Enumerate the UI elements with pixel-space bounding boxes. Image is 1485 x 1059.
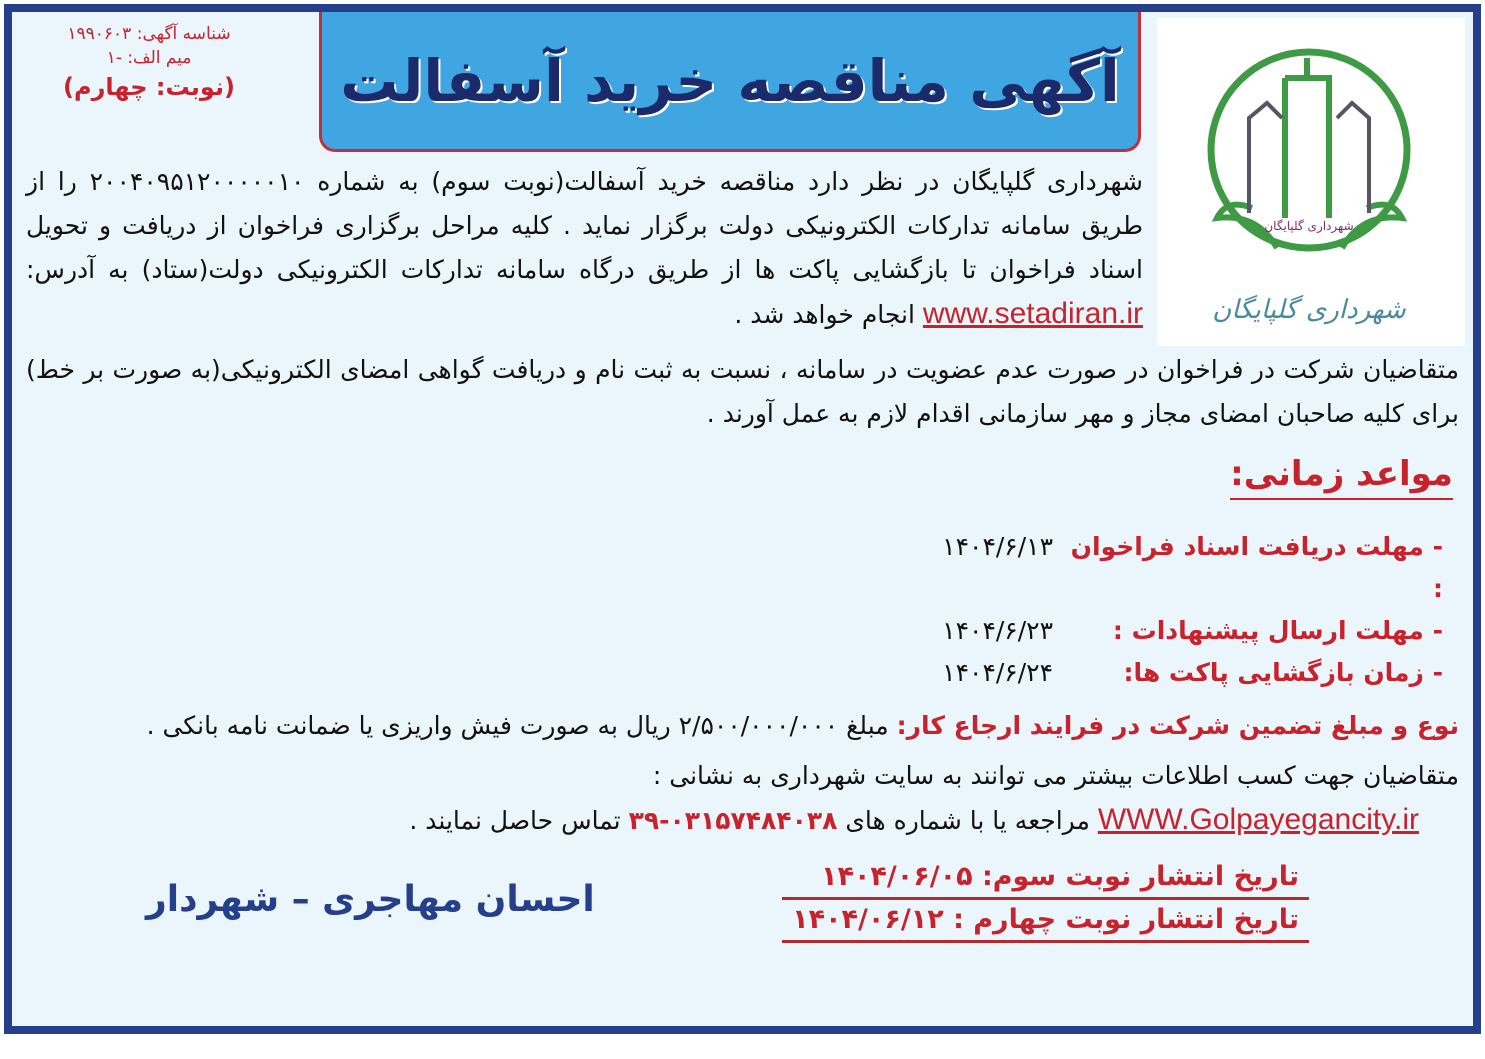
intro-text: شهرداری گلپایگان در نظر دارد مناقصه خرید آسفالت(نوبت سوم) به شماره ۲۰۰۴۰۹۵۱۲۰۰۰۰۰۱۰ را از طریق سامانه تدارکات الکترونیکی دولت برگزار نماید . کلیه مراحل برگزاری فراخوان از دریافت و تحویل اسناد فراخوان تا بازگشایی پاکت ها از طریق درگاه سامانه تدارکات الکترونیکی دولت(ستاد) به آدرس: xyxy=(26,167,1143,284)
guarantee-paragraph xyxy=(26,704,1459,748)
deadline-label: - زمان بازگشایی پاکت ها: xyxy=(1123,658,1443,687)
deadlines-heading: مواعد زمانی: xyxy=(1230,450,1453,500)
ad-meta xyxy=(24,22,274,104)
deadline-label: - مهلت دریافت اسناد فراخوان : xyxy=(1070,532,1443,603)
signature: احسان مهاجری – شهردار xyxy=(146,879,595,920)
contact-details xyxy=(26,798,1419,843)
deadline-row xyxy=(26,652,1443,694)
ad-frame xyxy=(4,4,1481,1034)
ad-id: شناسه آگهی: ۱۹۹۰۶۰۳ xyxy=(67,24,231,44)
deadline-label: - مهلت ارسال پیشنهادات : xyxy=(1112,616,1443,645)
deadline-value: ۱۴۰۴/۶/۲۳ xyxy=(942,616,1053,645)
ad-code: میم الف: -۱ xyxy=(106,48,192,68)
intro-paragraph xyxy=(26,160,1143,348)
ad-round: (نوبت: چهارم) xyxy=(63,73,235,101)
deadline-row xyxy=(26,610,1443,652)
guarantee-label: نوع و مبلغ تضمین شرکت در فرایند ارجاع کار: xyxy=(896,711,1459,740)
contact-end: تماس حاصل نمایند . xyxy=(409,806,621,835)
deadlines-list xyxy=(26,526,1459,694)
municipality-logo xyxy=(1157,18,1465,346)
logo-caption: شهرداری گلپایگان xyxy=(1212,295,1406,325)
setadiran-link[interactable]: www.setadiran.ir xyxy=(922,297,1143,330)
publish-third: تاریخ انتشار نوبت سوم: ۱۴۰۴/۰۶/۰۵ xyxy=(782,857,1309,900)
footer-row xyxy=(26,857,1459,943)
golpayegancity-link[interactable]: WWW.Golpayegancity.ir xyxy=(1097,803,1419,836)
phone-numbers: ۰۳۱۵۷۴۸۴۰۳۸-۳۹ xyxy=(628,806,838,835)
intro-tail: انجام خواهد شد . xyxy=(734,300,915,329)
deadlines-heading-wrap xyxy=(26,450,1459,500)
logo-ring-text: شهرداری گلپایگان xyxy=(1264,219,1354,233)
contact-line: متقاضیان جهت کسب اطلاعات بیشتر می توانند به سایت شهرداری به نشانی : xyxy=(652,761,1459,790)
contact-mid: مراجعه یا با شماره های xyxy=(845,806,1090,835)
contact-paragraph xyxy=(26,754,1459,843)
title-banner xyxy=(319,12,1141,152)
guarantee-text: مبلغ ۲/۵۰۰/۰۰۰/۰۰۰ ریال به صورت فیش واریزی یا ضمانت نامه بانکی . xyxy=(146,711,889,740)
page-title: آگهی مناقصه خرید آسفالت xyxy=(340,46,1120,115)
registration-paragraph: متقاضیان شرکت در فراخوان در صورت عدم عضویت در سامانه ، نسبت به ثبت نام و دریافت گواهی امضای الکترونیکی(به صورت بر خط) برای کلیه صاحبان امضای مجاز و مهر سازمانی اقدام لازم به عمل آورند . xyxy=(26,355,1459,428)
publish-dates xyxy=(782,857,1309,943)
deadline-value: ۱۴۰۴/۶/۲۴ xyxy=(942,658,1053,687)
deadline-row xyxy=(26,526,1443,610)
publish-fourth: تاریخ انتشار نوبت چهارم : ۱۴۰۴/۰۶/۱۲ xyxy=(782,900,1309,943)
deadline-value: ۱۴۰۴/۶/۱۳ xyxy=(942,532,1053,561)
